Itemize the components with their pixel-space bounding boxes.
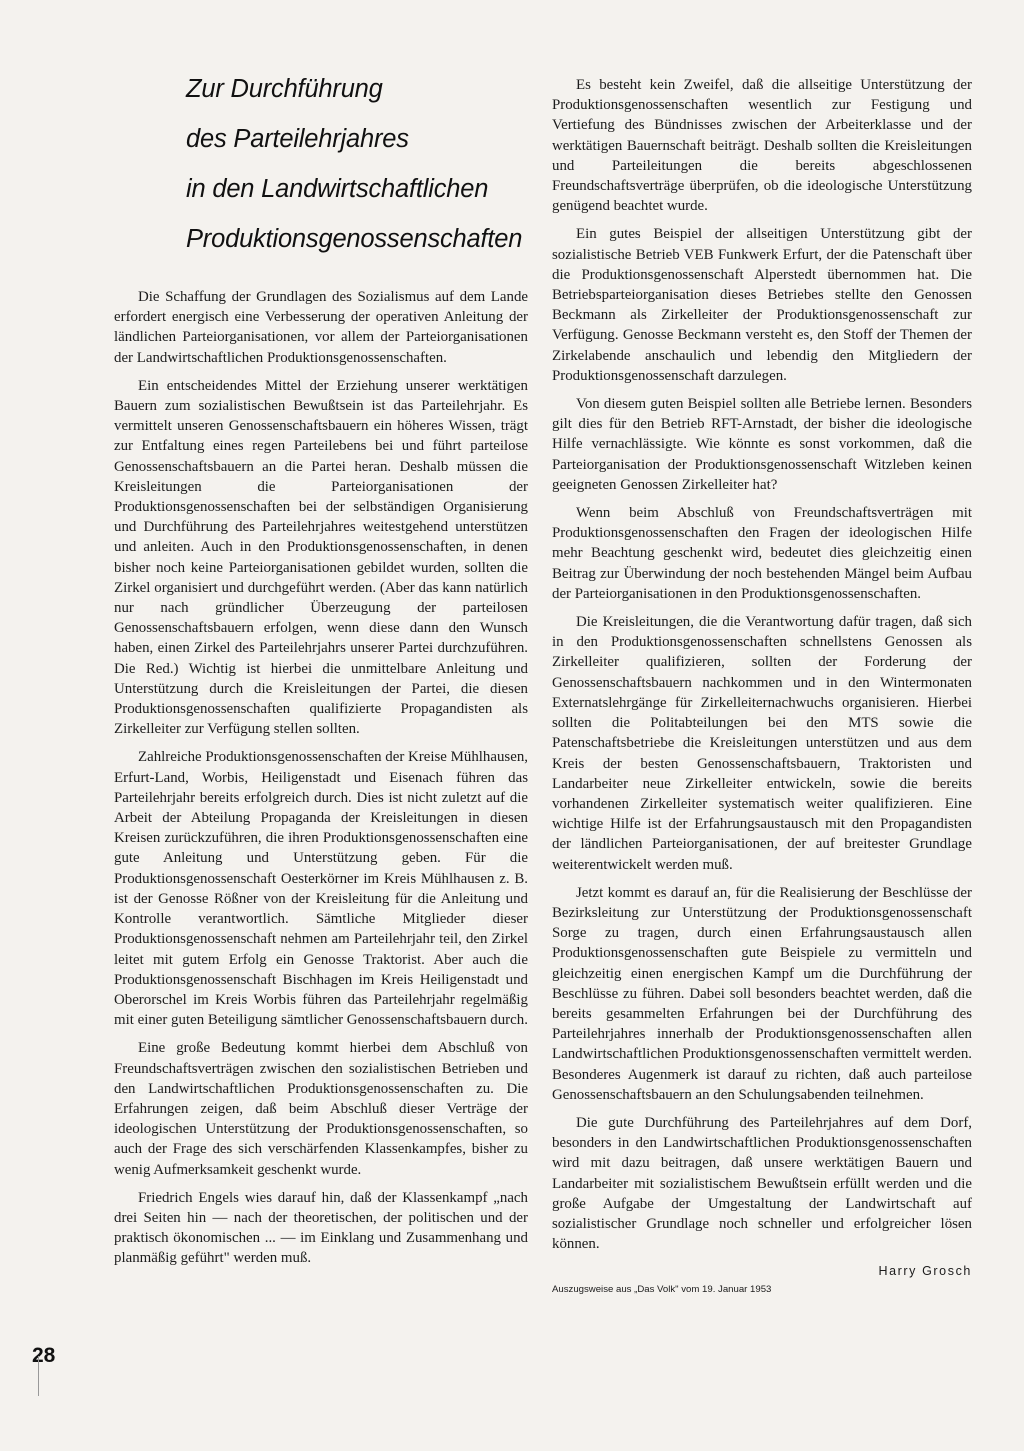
paragraph: Es besteht kein Zweifel, daß die allseitige Unterstützung der Produktionsgenossenschaften wesentlich zur Festigung und Vertiefung des Bündnisses zwischen der Arbeiterklasse und der werktätigen Bauernschaft beiträgt. Deshalb sollten die Kreisleitungen und Parteileitungen die bereits abgeschlossenen Freundschaftsverträge überprüfen, ob die ideologische Unterstützung genügend beachtet wurde. [552,77,972,215]
paragraph: Wenn beim Abschluß von Freundschaftsverträgen mit Produktionsgenossenschaften den Fragen der ideologischen Hilfe mehr Beachtung geschenkt wird, bedeutet dies gleichzeitig einen Beitrag zur Überwindung der noch bestehenden Mängel beim Aufbau der Parteiorganisationen in den Produktionsgenossenschaften. [552,505,972,602]
source-note: Auszugsweise aus „Das Volk" vom 19. Januar 1953 [552,1284,772,1296]
margin-mark [38,1356,41,1396]
paragraph: Die Kreisleitungen, die die Verantwortung dafür tragen, daß sich in den Produktionsgenossenschaften schnellstens Genossen als Zirkelleiter qualifizieren, sollten der Forderung der Genossenschaftsbauern nachkommen und in den Wintermonaten Externatslehrgänge für Zirkelleiternachwuchs organisieren. Hierbei sollten die Politabteilungen bei den MTS sowie die Patenschaftsbetriebe die Kreisleitungen unterstützen und aus dem Kreis der besten Genossenschaftsbauern, Traktoristen und Landarbeiter neue Zirkelleiter entwickeln, sowie die bereits vorhandenen Zirkelleiter systematisch weiter qualifizieren. Eine wichtige Hilfe ist der Erfahrungsaustausch mit den Propagandisten der ländlichen Parteiorganisationen, der auf breitester Grundlage weiterentwickelt werden muß. [552,614,972,873]
title-line-3: in den Landwirtschaftlichen [186,175,489,203]
paragraph: Eine große Bedeutung kommt hierbei dem Abschluß von Freundschaftsverträgen zwischen den sozialistischen Betrieben und den Landwirtschaftlichen Produktionsgenossenschaften zu. Die Erfahrungen zeigen, daß beim Abschluß dieser Verträge der ideologischen Unterstützung der Produktionsgenossenschaften, so auch der Frage des sich verschärfenden Klassenkampfes, bisher zu wenig Aufmerksamkeit geschenkt wurde. [114,1040,528,1178]
right-column [552,75,972,1298]
title-line-4: Produktionsgenossenschaften [186,225,523,253]
paragraph: Zahlreiche Produktionsgenossenschaften der Kreise Mühlhausen, Erfurt-Land, Worbis, Heiligenstadt und Eisenach führen das Parteilehrjahr bereits erfolgreich durch. Dies ist nicht zuletzt auf die Arbeit der Abteilung Propaganda der Kreisleitungen in diesen Kreisen zurückzuführen, die ihren Produktionsgenossenschaften eine gute Anleitung und Unterstützung geben. Für die Produktionsgenossenschaft Oesterkörner im Kreis Mühlhausen z. B. ist der Genosse Rößner von der Kreisleitung für die Anleitung und Kontrolle verantwortlich. Sämtliche Mitglieder dieser Produktionsgenossenschaft nehmen am Parteilehrjahr teil, den Zirkel leitet mit gutem Erfolg ein Genosse Traktorist. Aber auch die Produktionsgenossenschaft Bischhagen im Kreis Heiligenstadt und Oberorschel im Kreis Worbis führen das Parteilehrjahr regelmäßig mit einer guten Beteiligung sämtlicher Genossenschaftsbauern durch. [114,749,528,1029]
left-column [114,287,528,1277]
author-signature: Harry Grosch [878,1264,972,1279]
paragraph: Die gute Durchführung des Parteilehrjahres auf dem Dorf, besonders in den Landwirtschaftlichen Produktionsgenossenschaften wird mit dazu beitragen, daß unsere werktätigen Bauern und Landarbeiter mit sozialistischem Bewußtsein erfüllt werden und die große Aufgabe der Umgestaltung der Landwirtschaft auf sozialistischer Grundlage noch schneller und erfolgreicher lösen können. [552,1114,972,1253]
paragraph: Die Schaffung der Grundlagen des Sozialismus auf dem Lande erfordert energisch eine Verbesserung der operativen Anleitung der ländlichen Parteiorganisationen, vor allem der Parteiorganisationen der Landwirtschaftlichen Produktionsgenossenschaften. [114,289,528,366]
title-line-1: Zur Durchführung [186,75,383,103]
paragraph: Jetzt kommt es darauf an, für die Realisierung der Beschlüsse der Bezirksleitung zur Unterstützung der Produktionsgenossenschaft Sorge zu tragen, durch einen Erfahrungsaustausch allen Produktionsgenossenschaften gute Beispiele zu vermitteln und gleichzeitig einen energischen Kampf um die Durchführung der Beschlüsse zu führen. Dabei soll besonders beachtet werden, daß die bereits gesammelten Erfahrungen bei der Durchführung des Parteilehrjahres innerhalb der Produktionsgenossenschaften allen Landwirtschaftlichen Produktionsgenossenschaften vermittelt werden. Besonderes Augenmerk ist darauf zu richten, daß auch parteilose Genossenschaftsbauern an den Schulungsabenden teilnehmen. [552,884,972,1103]
paragraph: Ein entscheidendes Mittel der Erziehung unserer werktätigen Bauern zum sozialistischen Bewußtsein ist das Parteilehrjahr. Es vermittelt unseren Genossenschaftsbauern ein höheres Wissen, trägt zur Entfaltung eines regen Parteilebens bei und führt parteilose Genossenschaftsbauern an die Partei heran. Deshalb müssen die Kreisleitungen die Parteiorganisationen der Produktionsgenossenschaften bei der selbständigen Organisierung und Durchführung des Parteilehrjahres weitestgehend unterstützen und anleiten. Auch in den Produktionsgenossenschaften, in denen bisher noch keine Parteiorganisationen gebildet wurden, sollten die Zirkel organisiert und durchgeführt werden. (Aber das kann natürlich nur nach gründlicher Überzeugung der parteilosen Genossenschaftsbauern erfolgen, wenn diese dann den Wunsch haben, einen Zirkel des Parteilehrjahrs unserer Partei durchzuführen. Die Red.) Wichtig ist hierbei die unmittelbare Anleitung und Unterstützung durch die Kreisleitungen der Partei, die diesen Produktionsgenossenschaften qualifizierte Propagandisten als Zirkelleiter zur Verfügung stellen sollten. [114,377,528,738]
paragraph: Friedrich Engels wies darauf hin, daß der Klassenkampf „nach drei Seiten hin — nach der theoretischen, der politischen und der praktisch ökonomischen ... — im Einklang und Zusammenhang und planmäßig geführt" werden muß. [114,1189,528,1267]
title-line-2: des Parteilehrjahres [186,125,409,153]
page-number: 28 [32,1344,56,1367]
article-title [186,64,546,264]
paragraph: Von diesem guten Beispiel sollten alle Betriebe lernen. Besonders gilt dies für den Betrieb RFT-Arnstadt, der bisher die ideologische Hilfe vernachlässigte. Wie könnte es sonst vorkommen, daß die Parteiorganisation der Produktionsgenossenschaft Witzleben keinen geeigneten Genossen Zirkelleiter hat? [552,396,972,493]
paragraph: Ein gutes Beispiel der allseitigen Unterstützung gibt der sozialistische Betrieb VEB Funkwerk Erfurt, der die Patenschaft über die Produktionsgenossenschaft Alperstedt übernommen hat. Die Betriebsparteiorganisation dieses Betriebes stellte den Genossen Beckmann als Zirkelleiter der Produktionsgenossenschaft zur Verfügung. Genosse Beckmann versteht es, den Stoff der Themen der Zirkelabende anschaulich und lebendig den Mitgliedern der Produktionsgenossenschaft darzulegen. [552,226,972,384]
